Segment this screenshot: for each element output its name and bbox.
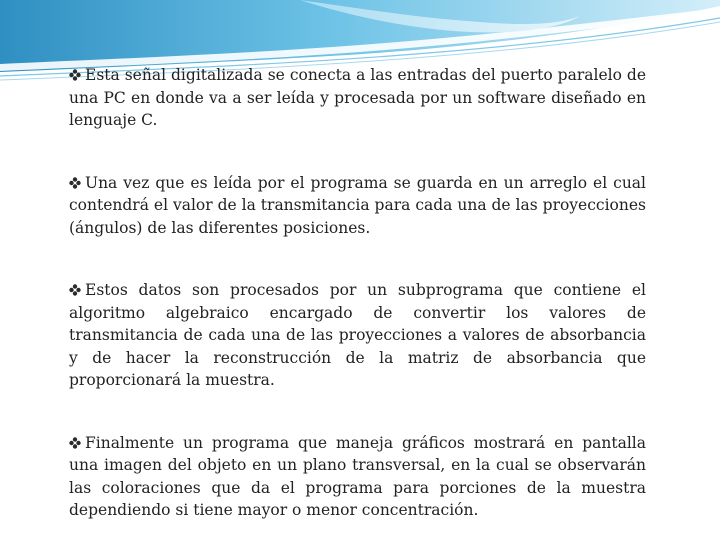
diamond-bullet-icon: [69, 177, 81, 189]
diamond-bullet-icon: [69, 284, 81, 296]
diamond-bullet-icon: [69, 69, 81, 81]
bullet-text: Finalmente un programa que maneja gráficos mostrará en pantalla una imagen del objeto en un plano transversal, en la cual se observarán las coloraciones que da el programa para porciones de la muestra dependiendo si tiene mayor o menor concentración.: [69, 433, 646, 519]
diamond-bullet-icon: [69, 437, 81, 449]
bullet-text: Una vez que es leída por el programa se guarda en un arreglo el cual contendrá el valor de la transmitancia para cada una de las proyecciones (ángulos) de las diferentes posiciones.: [69, 173, 646, 237]
bullet-text: Estos datos son procesados por un subprograma que contiene el algoritmo algebraico encargado de convertir los valores de transmitancia de cada una de las proyecciones a valores de absorbancia y de hacer la reconstrucción de la matriz de absorbancia que proporcionará la muestra.: [69, 281, 646, 389]
slide-content: [69, 64, 646, 522]
bullet-paragraph: [69, 172, 646, 240]
bullet-paragraph: [69, 64, 646, 132]
bullet-paragraph: [69, 279, 646, 392]
bullet-paragraph: [69, 432, 646, 522]
bullet-text: Esta señal digitalizada se conecta a las entradas del puerto paralelo de una PC en donde va a ser leída y procesada por un software diseñado en lenguaje C.: [69, 66, 646, 129]
